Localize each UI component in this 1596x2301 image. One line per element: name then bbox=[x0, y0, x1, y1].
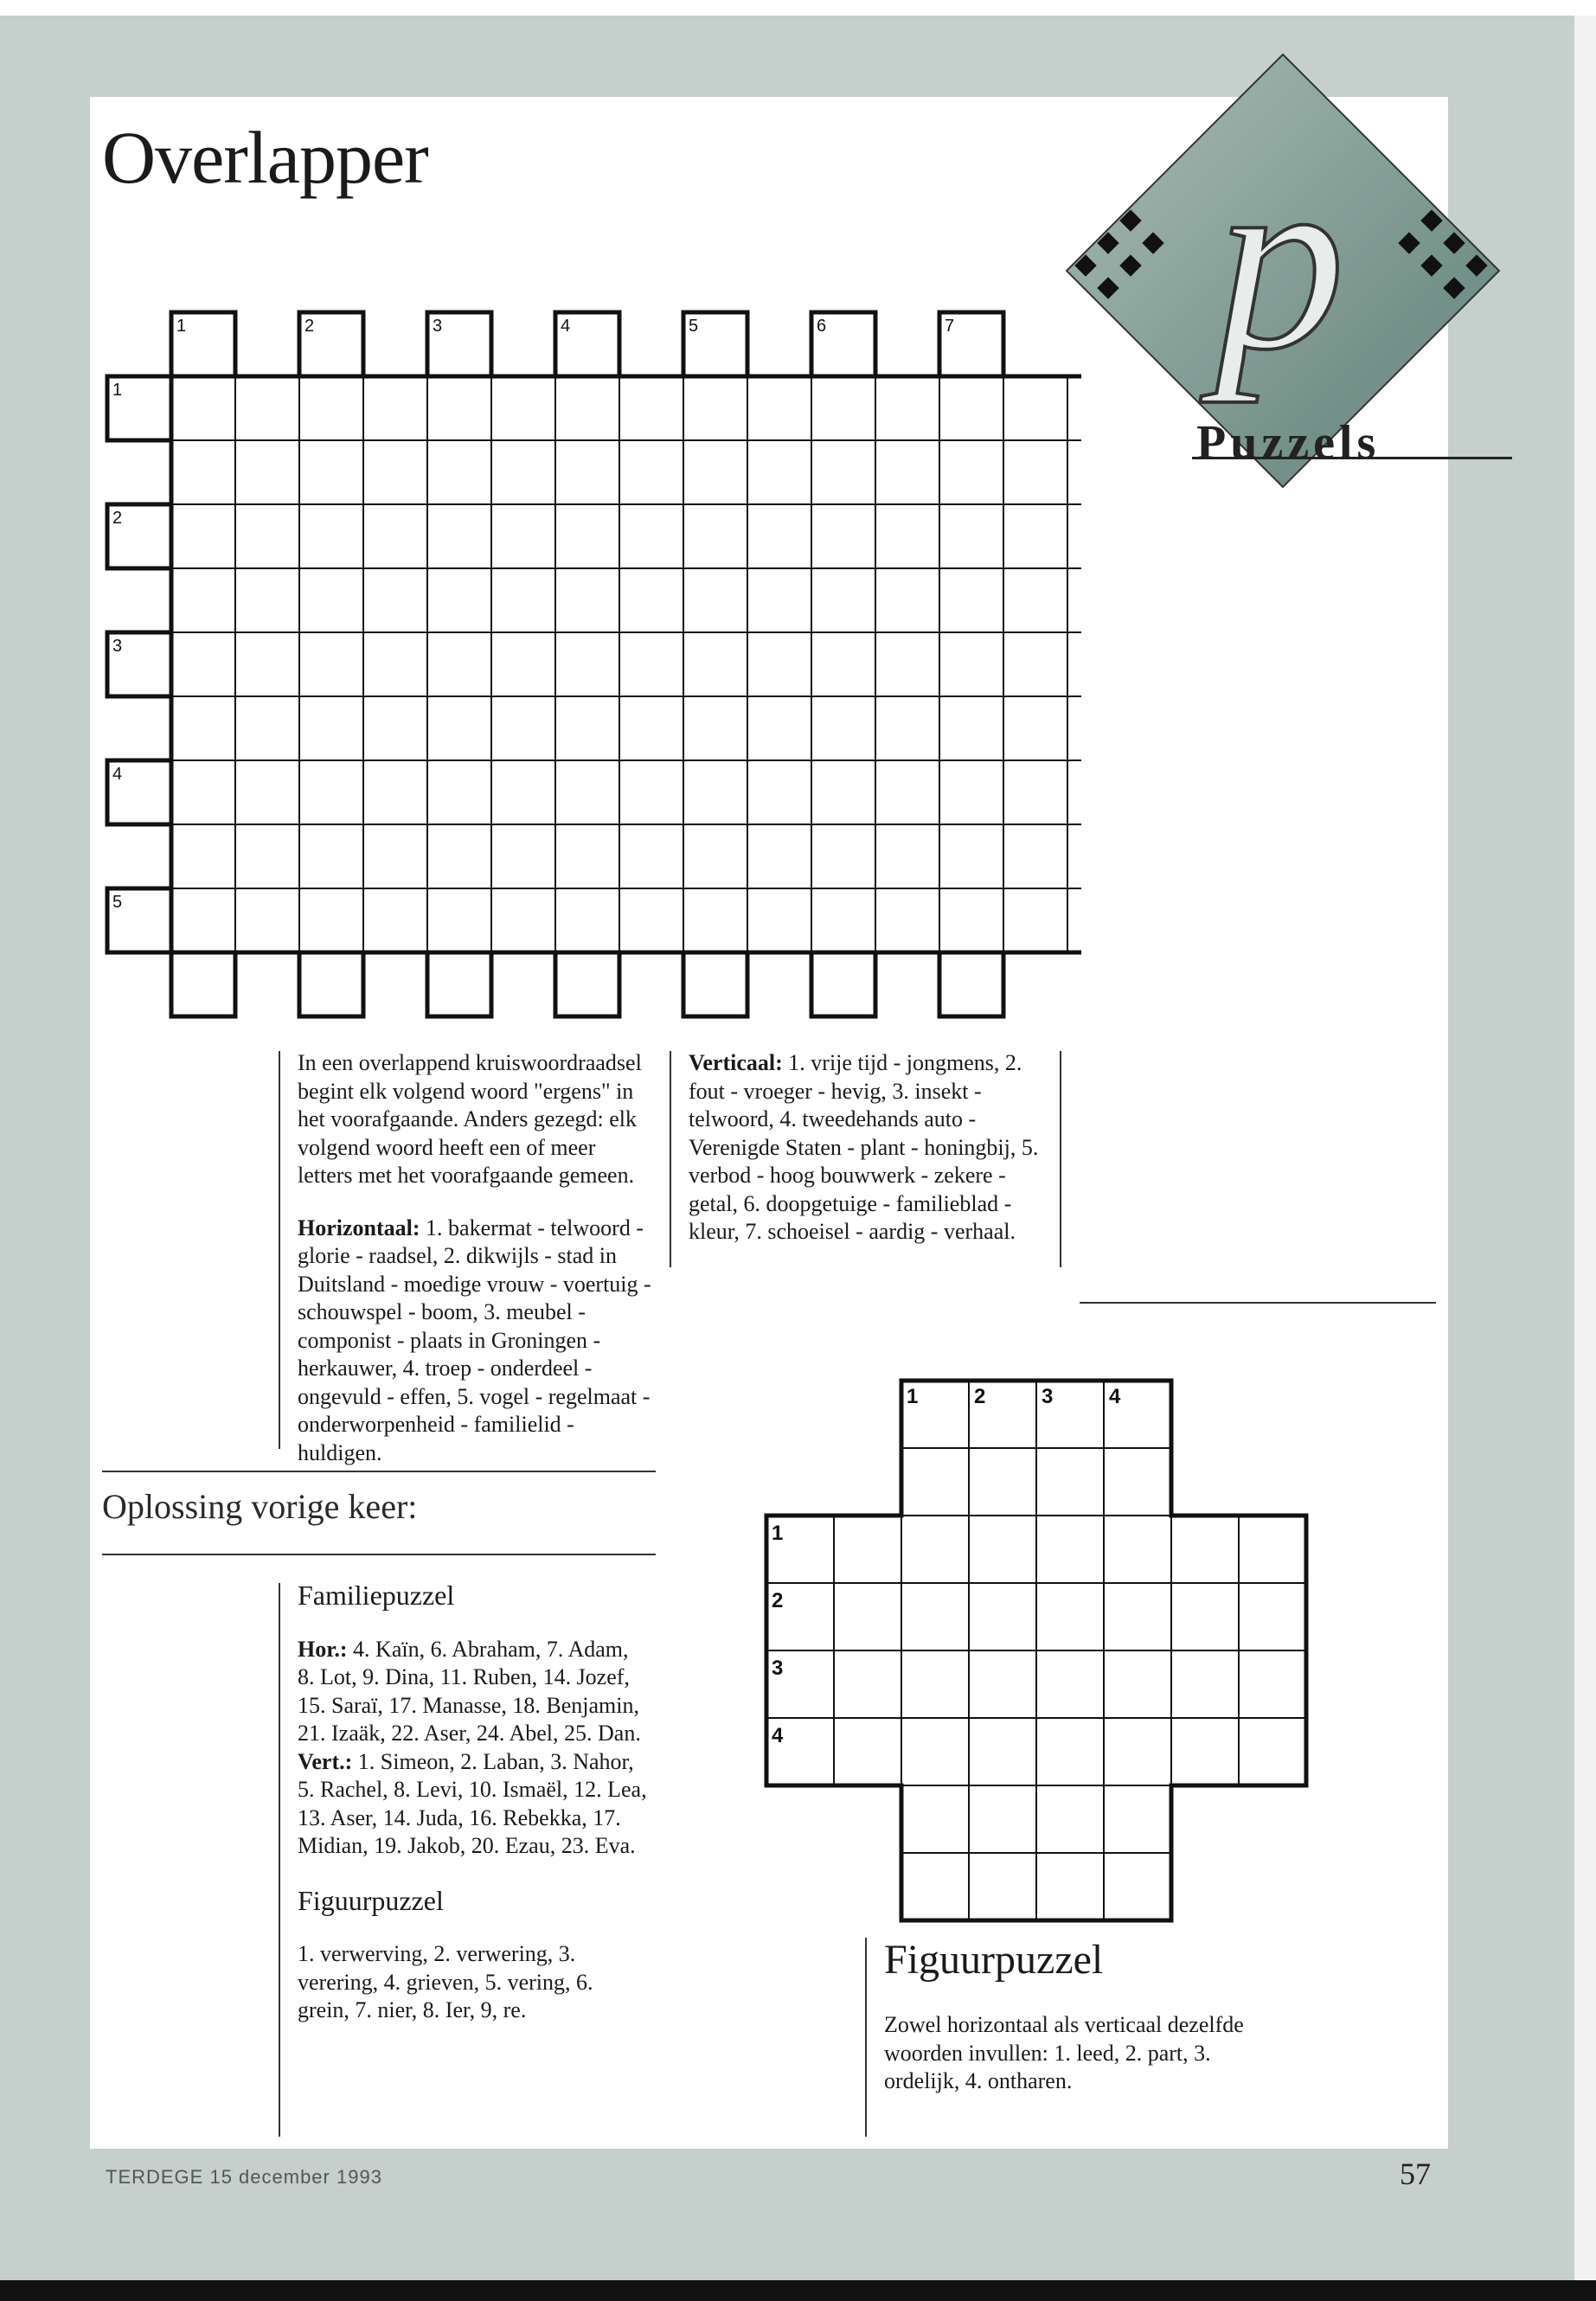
grid-cell bbox=[683, 888, 747, 952]
grid-cell bbox=[811, 376, 875, 440]
hor-text: 4. Kaïn, 6. Abraham, 7. Adam, 8. Lot, 9. Dina, 11. Ruben, 14. Jozef, 15. Saraï, 17. Manasse, 18. Benjamin, 21. Izaäk, 22. Aser, 24. Abel, 25. Dan. bbox=[298, 1636, 641, 1746]
grid-cell bbox=[811, 440, 875, 504]
grid-cell bbox=[1104, 1516, 1171, 1583]
grid-cell bbox=[235, 376, 299, 440]
grid-cell bbox=[235, 568, 299, 632]
grid-cell bbox=[235, 440, 299, 504]
solution-column bbox=[298, 1581, 648, 2025]
grid-cell bbox=[427, 504, 491, 568]
grid-cell bbox=[1067, 824, 1081, 888]
grid-cell bbox=[969, 1583, 1036, 1650]
grid-cell bbox=[1067, 632, 1081, 696]
grid-cell bbox=[939, 952, 1003, 1016]
grid-cell bbox=[939, 632, 1003, 696]
grid-cell bbox=[1239, 1650, 1306, 1718]
col-number: 3 bbox=[1042, 1385, 1054, 1408]
column-rule bbox=[1060, 1051, 1061, 1267]
grid-cell bbox=[683, 440, 747, 504]
grid-cell bbox=[299, 888, 363, 952]
grid-cell bbox=[363, 568, 427, 632]
logo-word: Puzzels bbox=[1196, 416, 1381, 470]
scan-edge-right bbox=[1574, 16, 1596, 2301]
grid-cell bbox=[1036, 1853, 1104, 1920]
grid-cell bbox=[1104, 1448, 1171, 1516]
grid-cell bbox=[683, 952, 747, 1016]
grid-cell bbox=[235, 632, 299, 696]
column-rule bbox=[279, 1051, 280, 1449]
grid-cell bbox=[683, 568, 747, 632]
grid-cell bbox=[811, 824, 875, 888]
grid-cell bbox=[683, 696, 747, 760]
figuurpuzzel-grid bbox=[761, 1375, 1332, 1938]
grid-cell bbox=[939, 376, 1003, 440]
grid-cell bbox=[939, 568, 1003, 632]
horizontaal-text: 1. bakermat - telwoord - glorie - raadsel, 2. dikwijls - stad in Duitsland - moedige vrouw - voertuig - schouwspel - boom, 3. meubel - componist - plaats in Groningen - herkauwer, 4. troep - onderdeel - ongevuld - effen, 5. vogel - regelmaat - onderworpenheid - familielid - huldigen. bbox=[298, 1215, 651, 1465]
figuurpuzzel-text: Zowel horizontaal als verticaal dezelfde woorden invullen: 1. leed, 2. part, 3. ordelijk, 4. ontharen. bbox=[884, 2012, 1244, 2093]
grid-cell bbox=[491, 760, 555, 824]
grid-cell bbox=[1003, 568, 1067, 632]
grid-cell bbox=[171, 440, 235, 504]
column-rule bbox=[279, 1583, 280, 2137]
grid-cell bbox=[619, 632, 683, 696]
grid-cell bbox=[363, 440, 427, 504]
grid-cell bbox=[363, 760, 427, 824]
grid-cell bbox=[1239, 1718, 1306, 1785]
grid-cell bbox=[555, 504, 619, 568]
grid-cell bbox=[969, 1650, 1036, 1718]
grid-cell bbox=[683, 824, 747, 888]
grid-cell bbox=[171, 888, 235, 952]
grid-cell bbox=[1067, 376, 1081, 440]
grid-cell bbox=[299, 568, 363, 632]
grid-cell bbox=[427, 440, 491, 504]
grid-cell bbox=[619, 504, 683, 568]
grid-cell bbox=[875, 696, 939, 760]
grid-cell bbox=[939, 696, 1003, 760]
grid-cell bbox=[619, 824, 683, 888]
grid-cell bbox=[555, 824, 619, 888]
figuurpuzzel-solution-title: Figuurpuzzel bbox=[298, 1884, 444, 1916]
grid-cell bbox=[619, 440, 683, 504]
grid-cell bbox=[299, 504, 363, 568]
grid-cell bbox=[683, 376, 747, 440]
grid-cell bbox=[555, 376, 619, 440]
figuurpuzzel-solution-text: 1. verwerving, 2. verwering, 3. verering, 4. grieven, 5. vering, 6. grein, 7. nier, 8. Ier, 9, re. bbox=[298, 1941, 593, 2022]
overlapper-text-column-2 bbox=[689, 1049, 1043, 1247]
row-number: 3 bbox=[112, 637, 123, 656]
overlapper-text-column-1 bbox=[298, 1049, 652, 1467]
verticaal-label: Verticaal: bbox=[689, 1050, 783, 1075]
grid-cell bbox=[171, 376, 235, 440]
hor-label: Hor.: bbox=[298, 1636, 348, 1662]
column-rule bbox=[670, 1051, 671, 1267]
grid-cell bbox=[1003, 440, 1067, 504]
grid-cell bbox=[491, 696, 555, 760]
col-number: 7 bbox=[945, 317, 955, 336]
grid-cell bbox=[235, 696, 299, 760]
grid-cell bbox=[1036, 1583, 1104, 1650]
overlapper-intro: In een overlappend kruiswoordraadsel begint elk volgend woord "ergens" in het voorafgaande. Anders gezegd: elk volgend woord heeft een of meer letters met het voorafgaande gemeen. bbox=[298, 1050, 642, 1188]
grid-cell bbox=[299, 376, 363, 440]
grid-cell bbox=[1239, 1583, 1306, 1650]
grid-cell bbox=[811, 632, 875, 696]
grid-cell bbox=[875, 440, 939, 504]
grid-cell bbox=[491, 888, 555, 952]
familiepuzzel-horizontal bbox=[298, 1636, 648, 1748]
vert-text: 1. Simeon, 2. Laban, 3. Nahor, 5. Rachel, 8. Levi, 10. Ismaël, 12. Lea, 13. Aser, 14. Juda, 16. Rebekka, 17. Midian, 19. Jakob, 20. Ezau, 23. Eva. bbox=[298, 1748, 647, 1858]
row-number: 3 bbox=[772, 1657, 784, 1680]
grid-cell bbox=[619, 888, 683, 952]
column-rule bbox=[1080, 1302, 1436, 1304]
grid-cell bbox=[1104, 1718, 1171, 1785]
grid-cell bbox=[1104, 1785, 1171, 1853]
grid-cell bbox=[811, 952, 875, 1016]
grid-cell bbox=[969, 1853, 1036, 1920]
grid-cell bbox=[299, 632, 363, 696]
grid-cell bbox=[555, 760, 619, 824]
grid-cell bbox=[939, 888, 1003, 952]
grid-cell bbox=[969, 1448, 1036, 1516]
grid-cell bbox=[939, 760, 1003, 824]
grid-cell bbox=[619, 696, 683, 760]
grid-cell bbox=[555, 952, 619, 1016]
grid-cell bbox=[1104, 1583, 1171, 1650]
grid-cell bbox=[491, 376, 555, 440]
grid-cell bbox=[834, 1718, 901, 1785]
grid-cell bbox=[901, 1516, 969, 1583]
grid-cell bbox=[875, 376, 939, 440]
col-number: 6 bbox=[817, 317, 827, 336]
grid-cell bbox=[1171, 1583, 1239, 1650]
grid-cell bbox=[747, 632, 811, 696]
grid-cell bbox=[875, 888, 939, 952]
grid-cell bbox=[235, 504, 299, 568]
grid-cell bbox=[427, 568, 491, 632]
row-number: 1 bbox=[112, 381, 123, 400]
grid-cell bbox=[747, 696, 811, 760]
col-number: 1 bbox=[176, 317, 187, 336]
grid-cell bbox=[491, 568, 555, 632]
grid-cell bbox=[235, 760, 299, 824]
grid-cell bbox=[875, 632, 939, 696]
grid-cell bbox=[1067, 696, 1081, 760]
grid-cell bbox=[683, 504, 747, 568]
solution-heading: Oplossing vorige keer: bbox=[102, 1487, 418, 1526]
grid-cell bbox=[1036, 1650, 1104, 1718]
grid-cell bbox=[683, 760, 747, 824]
grid-cell bbox=[1171, 1516, 1239, 1583]
solution-rule-bottom bbox=[102, 1554, 656, 1555]
grid-cell bbox=[427, 952, 491, 1016]
grid-cell bbox=[1067, 888, 1081, 952]
footer-publication: TERDEGE 15 december 1993 bbox=[106, 2166, 382, 2188]
grid-cell bbox=[834, 1516, 901, 1583]
grid-cell bbox=[747, 376, 811, 440]
col-number: 2 bbox=[974, 1385, 986, 1408]
grid-cell bbox=[747, 888, 811, 952]
grid-cell bbox=[555, 888, 619, 952]
grid-cell bbox=[811, 888, 875, 952]
grid-cell bbox=[1036, 1516, 1104, 1583]
grid-cell bbox=[1104, 1853, 1171, 1920]
verticaal-text: 1. vrije tijd - jongmens, 2. fout - vroeger - hevig, 3. insekt - telwoord, 4. tweedehands auto - Verenigde Staten - plant - honingbij, 5. verbod - hoog bouwwerk - zekere - getal, 6. doopgetuige - familieblad - kleur, 7. schoeisel - aardig - verhaal. bbox=[689, 1050, 1039, 1244]
grid-cell bbox=[619, 376, 683, 440]
row-number: 2 bbox=[772, 1589, 784, 1612]
vert-label: Vert.: bbox=[298, 1748, 353, 1774]
familiepuzzel-vertical bbox=[298, 1748, 648, 1861]
grid-cell bbox=[1036, 1785, 1104, 1853]
grid-cell bbox=[171, 632, 235, 696]
grid-cell bbox=[834, 1583, 901, 1650]
grid-cell bbox=[619, 568, 683, 632]
grid-cell bbox=[1036, 1448, 1104, 1516]
verticaal-clues bbox=[689, 1049, 1043, 1247]
col-number: 5 bbox=[689, 317, 699, 336]
figuurpuzzel-title: Figuurpuzzel bbox=[884, 1937, 1104, 1983]
grid-cell bbox=[901, 1650, 969, 1718]
row-number: 1 bbox=[772, 1522, 784, 1545]
grid-cell bbox=[875, 824, 939, 888]
grid-cell bbox=[427, 888, 491, 952]
grid-cell bbox=[491, 504, 555, 568]
grid-cell bbox=[969, 1718, 1036, 1785]
grid-cell bbox=[939, 824, 1003, 888]
grid-cell bbox=[555, 568, 619, 632]
grid-cell bbox=[1067, 568, 1081, 632]
grid-cell bbox=[901, 1785, 969, 1853]
grid-cell bbox=[171, 696, 235, 760]
grid-cell bbox=[235, 888, 299, 952]
familiepuzzel-title: Familiepuzzel bbox=[298, 1580, 455, 1611]
row-number: 2 bbox=[112, 509, 123, 528]
grid-cell bbox=[619, 760, 683, 824]
grid-cell bbox=[747, 760, 811, 824]
col-number: 1 bbox=[907, 1385, 919, 1408]
grid-cell bbox=[491, 632, 555, 696]
col-number: 2 bbox=[304, 317, 315, 336]
grid-cell bbox=[1003, 888, 1067, 952]
grid-cell bbox=[1003, 632, 1067, 696]
grid-cell bbox=[491, 824, 555, 888]
grid-cell bbox=[834, 1650, 901, 1718]
grid-cell bbox=[1067, 504, 1081, 568]
grid-cell bbox=[901, 1448, 969, 1516]
logo-letter: p bbox=[1215, 116, 1345, 403]
grid-cell bbox=[683, 632, 747, 696]
grid-cell bbox=[1003, 760, 1067, 824]
grid-cell bbox=[875, 504, 939, 568]
grid-cell bbox=[1003, 824, 1067, 888]
grid-cell bbox=[901, 1718, 969, 1785]
grid-cell bbox=[363, 824, 427, 888]
grid-cell bbox=[811, 568, 875, 632]
grid-cell bbox=[299, 952, 363, 1016]
grid-cell bbox=[363, 376, 427, 440]
row-number: 4 bbox=[772, 1724, 784, 1747]
col-number: 3 bbox=[433, 317, 443, 336]
horizontaal-label: Horizontaal: bbox=[298, 1215, 420, 1240]
puzzle-title: Overlapper bbox=[102, 116, 428, 199]
grid-cell bbox=[1067, 760, 1081, 824]
grid-cell bbox=[555, 632, 619, 696]
grid-cell bbox=[1171, 1718, 1239, 1785]
grid-cell bbox=[1003, 696, 1067, 760]
grid-cell bbox=[1104, 1650, 1171, 1718]
grid-cell bbox=[875, 568, 939, 632]
solution-rule-top bbox=[102, 1471, 656, 1472]
grid-cell bbox=[427, 696, 491, 760]
row-number: 5 bbox=[112, 893, 123, 912]
grid-cell bbox=[901, 1853, 969, 1920]
column-rule bbox=[865, 1938, 867, 2137]
grid-cell bbox=[747, 504, 811, 568]
grid-cell bbox=[427, 632, 491, 696]
grid-cell bbox=[939, 440, 1003, 504]
grid-cell bbox=[1003, 504, 1067, 568]
grid-cell bbox=[901, 1583, 969, 1650]
col-number: 4 bbox=[561, 317, 571, 336]
grid-cell bbox=[491, 440, 555, 504]
grid-cell bbox=[171, 760, 235, 824]
overlapper-grid bbox=[95, 307, 1081, 1034]
grid-cell bbox=[747, 440, 811, 504]
grid-cell bbox=[171, 952, 235, 1016]
grid-cell bbox=[811, 696, 875, 760]
grid-cell bbox=[235, 824, 299, 888]
grid-cell bbox=[299, 824, 363, 888]
grid-cell bbox=[1239, 1516, 1306, 1583]
page-number: 57 bbox=[1400, 2157, 1431, 2191]
grid-cell bbox=[299, 440, 363, 504]
grid-cell bbox=[1067, 440, 1081, 504]
grid-cell bbox=[171, 568, 235, 632]
grid-cell bbox=[811, 760, 875, 824]
grid-cell bbox=[427, 376, 491, 440]
grid-cell bbox=[427, 760, 491, 824]
grid-cell bbox=[363, 696, 427, 760]
grid-cell bbox=[875, 760, 939, 824]
col-number: 4 bbox=[1109, 1385, 1121, 1408]
grid-cell bbox=[747, 824, 811, 888]
grid-cell bbox=[363, 504, 427, 568]
grid-cell bbox=[299, 760, 363, 824]
grid-cell bbox=[1003, 376, 1067, 440]
grid-cell bbox=[747, 568, 811, 632]
grid-cell bbox=[555, 440, 619, 504]
grid-cell bbox=[363, 888, 427, 952]
horizontaal-clues bbox=[298, 1215, 652, 1468]
grid-cell bbox=[1036, 1718, 1104, 1785]
scan-edge-bottom bbox=[0, 2280, 1596, 2301]
grid-cell bbox=[555, 696, 619, 760]
grid-cell bbox=[363, 632, 427, 696]
grid-cell bbox=[1171, 1650, 1239, 1718]
grid-cell bbox=[427, 824, 491, 888]
grid-cell bbox=[969, 1516, 1036, 1583]
grid-cell bbox=[299, 696, 363, 760]
grid-cell bbox=[811, 504, 875, 568]
grid-cell bbox=[171, 824, 235, 888]
row-number: 4 bbox=[112, 765, 123, 784]
grid-cell bbox=[939, 504, 1003, 568]
grid-cell bbox=[171, 504, 235, 568]
grid-cell bbox=[969, 1785, 1036, 1853]
